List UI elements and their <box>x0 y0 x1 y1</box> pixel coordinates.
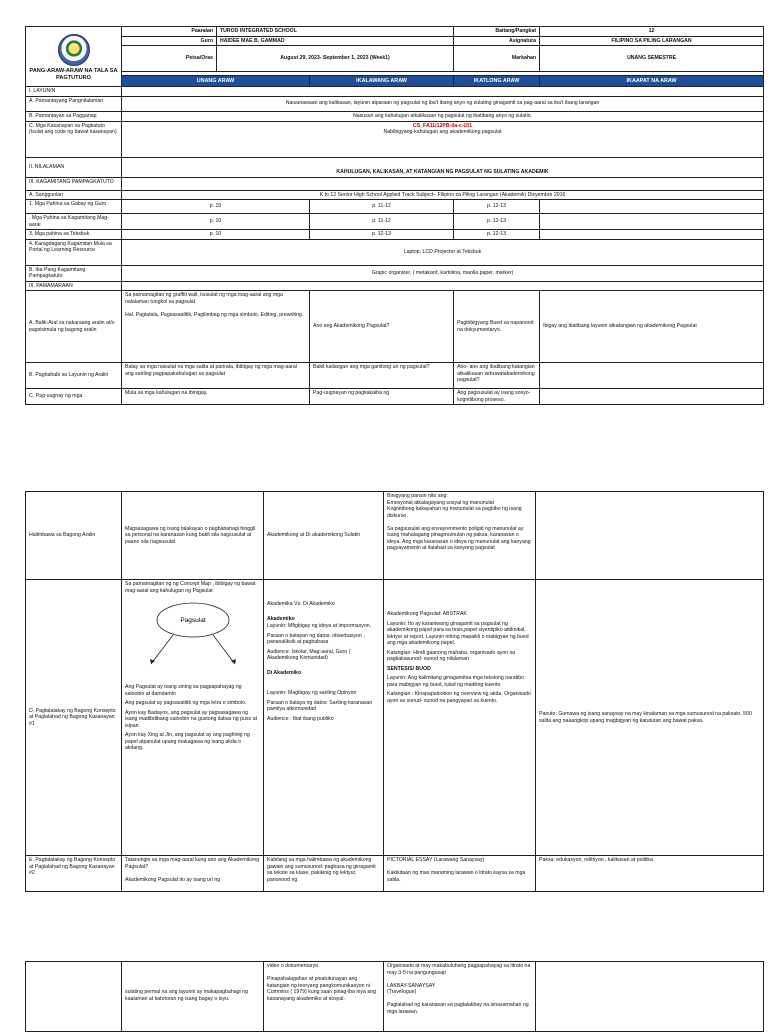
halimbawa-day1: Magsasagawa ng isang talakayan o pagbabahagi hinggil sa personal na karanasan kung bakit sila nagsusulat at paano sila nagsusulat <box>122 492 264 580</box>
gabay-day3: p. 12-13 <box>454 200 540 214</box>
paghahabi-label: B. Paghahabi sa Layunin ng Aralin <box>26 363 122 389</box>
baitang-value: 12 <box>540 27 764 37</box>
paguugnay-day3: Ang pagsusulat ay isang sosyo-kognitibong proseso. <box>454 389 540 405</box>
petsa-value: August 29, 2023- September 1, 2023 (Week1) <box>217 46 454 72</box>
dpag-day2-paraan2: Paraan o bataya ng datos: Sariling karanasan pamilya atkomunidad <box>267 699 373 712</box>
teksbuk-day2: p. 12-13 <box>310 230 454 240</box>
epag-day2: Kabilang sa mga halimbawa ng akademikong gawain ang sumusunod: pagbasa ng ginagamit sa tekste sa klase, pakikinig ng lektyur, panonood ng <box>264 856 384 892</box>
school-seal-icon <box>58 34 90 66</box>
paghahabi-day1: Batay sa mga naisulat na mga salita at parirala, ibibigay ng mga mag-aaral ang sariling pagpapakahulugan sa pagsulat <box>122 363 310 389</box>
paaralan-label: Paaralan <box>122 27 217 37</box>
dpag-day1-def2: Ang pagsulat ay pagsasatitik ng mga letra o simbolo. <box>125 700 247 706</box>
kasanayan-label: C. Mga Kasanayan sa Pagkatuto (Isulat ang code ng bawat kasanayan) <box>26 121 122 157</box>
pamantayang-value: Naiuunawaan ang kalikasan, layunin atparaan ng pagsulat ng iba't ibang anyo ng sulating ginagamit sa pag-aaral sa iba't ibang larangan <box>122 96 764 111</box>
lesson-log-table-1 <box>25 26 764 405</box>
dpag-day1-def3: Ayon kay Badayos, ang pagsulat ay pagsasagawa ng isang madibdibang saloobin na gustong ilabas ng puso at isipan. <box>125 709 258 729</box>
petsa-label: Petsa/Oras <box>122 46 217 72</box>
pagganap-value: Nasusuri ang kahulugan atkalikasan ng pagsulat ng ibatibang anyo ng sulatin. <box>122 111 764 121</box>
gabay-day1: p. 10 <box>122 200 310 214</box>
iba-value: Grapic organizer, ( metakard, kartolina, manila paper, marker) <box>122 265 764 281</box>
lesson-log-table-3 <box>25 961 764 1032</box>
dpag-day3-katangian2: Katangian : Kinapapaloobon ng overview ng akda. Organisado ayon sa sunud- sunod na pangyayari sa kuento. <box>387 691 531 704</box>
concept-map-arrow-left <box>151 635 173 664</box>
nilalaman-value: KAHULUGAN, KALIKASAN, AT KATANGIAN NG PAGSULAT NG SULATING AKADEMIK <box>122 157 764 177</box>
pagganap-label: B. Pamantayan sa Pagganap <box>26 111 122 121</box>
dpag-day2-title: Akademika Vs. Di Akademiko <box>267 601 335 607</box>
dpag-day3-layunin1: Layunin: Ito ay karaniwang ginagamit sa pagsulat ng akademikong papel para sa tesis,papel siyentipiko attiknikal, lektyur at report. Layunin nitong mapaikli o mabigyan ng bued ang mga akademikong papel. <box>387 620 529 646</box>
dpag-day3-sentesis: SENTESIS/ BUOD <box>387 665 431 672</box>
lesson-log-page-2 <box>25 491 763 892</box>
gabay-day2: p. 11-12 <box>310 200 454 214</box>
dpag-day3-abstrak: Akademikong Pagsulat: ABSTRAK <box>387 611 467 617</box>
halimbawa-label: Halimbawa sa Bagong Aralin <box>26 492 122 580</box>
karagdagang-label: 4. Karagdagang Kagamitan Mula sa Portal ng Learning Resource <box>26 239 122 265</box>
dpag-day1-def4: Ayon kay Xing at Jin, ang pagsulat ay ang paghinig ng papel atpanulat upang makagawa ng isang akda o akdang. <box>125 732 250 751</box>
dpag-day1-def1: Ang Pagsulat ay isang sining sa pagpapahayag ng saloobin at damdamin <box>125 684 242 697</box>
epag-day3: PICTORIAL ESSAY (Larawang Sanaysay) Kakikitaan ng mas maraming larawan o litrato kaysa sa mga salita. <box>384 856 536 892</box>
epag-day1: Tatanungin sa mga mag-aaral kung ano ang Akademikong Pagsulat? Akademikong Pagsulat ito ay isang uri ng <box>122 856 264 892</box>
dpag-day1-intro: Sa pamamagitan ng ng Concept Map , ibibigay ng bawat mag-aaral ang kahulugan ng Pagsulat <box>125 581 256 594</box>
page3-day3: Organisado at may makabuluhang pagpapahayag sa litrato na may 3-5 na pangungusap LAKBAY-SANAYSAY (Travelogue) Paglalahad ng karanasan sa paglalakbay na sinasamahan ng mga larawan. <box>384 962 536 1032</box>
paghahabi-day3: Ano- ano ang ibatibang katangian atkalikasan sebuwatakademikong pagsulat? <box>454 363 540 389</box>
concept-map-arrow-right <box>213 635 235 664</box>
guro-value: HAIDEE MAE B. GAMMAD <box>217 36 454 46</box>
page-title: PANG-ARAW-ARAW NA TALA SA PAGTUTURO <box>29 67 118 81</box>
epag-label: E. Pagtatalakay ng Bagong Konsepto at Paglalahad ng Bagong Kasanayan #2 <box>26 856 122 892</box>
kasanayan-value: Nabibigyang-kahulugan ang akademikong pagsulat <box>383 129 502 135</box>
day-header-1: UNANG ARAW <box>122 76 310 87</box>
magaaral-label: . Mga Pahina sa Kagamitang Mag-aaral <box>26 214 122 230</box>
dpag-day2-diakademiko: Di Akademiko <box>267 669 302 676</box>
day-header-4: IKAAPAT NA ARAW <box>540 76 764 87</box>
dpag-day3-layunin2: Layunin: Ang kalimitang ginagamitsa mga tekstong naratibo para mabigyan ng buod, tulad ng maikling kuento <box>387 675 524 688</box>
epag-day4: Paksa: edukasyon, relihiyon , kalikasan at politika <box>536 856 764 892</box>
lesson-log-page-1 <box>25 26 763 405</box>
nilalaman-label: II. NILALAMAN <box>26 157 122 177</box>
markahan-value: UNANG SEMESTRE <box>540 46 764 72</box>
teksbuk-day1: p. 10 <box>122 230 310 240</box>
balik-day4: Ibigay ang ibatibang layunin atkatangian ng akademikong Pagsulat <box>540 291 764 363</box>
layunin-label: I. LAYUNIN <box>26 87 122 97</box>
balik-day1: Sa pamamagitan ng graffiti wall, isusulat ng mga mag-aaral ang mga nalalaman tungkol sa pagsulat Hal. Pagtatala, Pagsasaalitik, Pagilimbag ng mga simbolo, Editing, prewriting. <box>122 291 310 363</box>
magaaral-day2: p. 11-12 <box>310 214 454 230</box>
sanggunian-label: A. Sanggunian <box>26 190 122 200</box>
lesson-log-page-3 <box>25 961 763 1032</box>
guro-label: Guro <box>122 36 217 46</box>
asignatura-value: FILIPINO SA PILING LARANGAN <box>540 36 764 46</box>
balik-label: A. Balik-Aral sa nakaraang aralin at/o pagsisimula ng bagong aralin <box>26 291 122 363</box>
pagsulat-concept-map <box>125 598 261 678</box>
paghahabi-day2: Bakit kailangan ang mga ganitong uri ng pagsulat? <box>310 363 454 389</box>
kasanayan-code: CS_FA11/12PB-0a-c-101 <box>412 122 473 129</box>
halimbawa-day2: Akademikong at Di akademikong Sulatin <box>264 492 384 580</box>
header-title-cell <box>26 27 122 87</box>
asignatura-label: Asignatura <box>454 36 540 46</box>
baitang-label: Baitang/Pangkat <box>454 27 540 37</box>
lesson-log-table-2 <box>25 491 764 892</box>
pamantayang-label: A. Pamantayang Pangnilalaman <box>26 96 122 111</box>
sanggunian-value: K to 12 Senior High School Applied Track Subject– Filipino sa Piling Larangan (Akademik) Disyembre 2016 <box>122 190 764 200</box>
kasanayan-cell <box>122 121 764 157</box>
halimbawa-day4 <box>536 492 764 580</box>
concept-map-label: Pagsulat <box>180 617 206 624</box>
dpag-day3 <box>384 580 536 856</box>
dpag-day2-audience1: Audience: Iskolar, Mag-aaral, Guro ( Akademikong Komunidad) <box>267 648 351 661</box>
dpag-day3-katangian1: Katangian: Hindi gaanong mahaba, organisado ayon sa pagkakasunod- sunod ng nilalaman <box>387 649 516 662</box>
paguugnay-day4 <box>540 389 764 405</box>
dpag-day4: Panuto: Gumawa ng isang sanaysay na may kinalaman sa mga sumusunod na paksain. 500 salita ang naaangkop upang magbigyan ng katuturan ang bawat paksa. <box>536 580 764 856</box>
teksbuk-label: 3. Mga pahina sa Teksbuk <box>26 230 122 240</box>
balik-day2: Ano ang Akademikong Pagsulat? <box>310 291 454 363</box>
page3-day1: sulating permal na ang layunin ay makapagbahagi ng kaalaman at katotoran ng isang bagay o isyu. <box>122 962 264 1032</box>
gabay-label: 1. Mga Pahina sa Gabay ng Guro <box>26 200 122 214</box>
halimbawa-day3: Binigyang pansin nito ang: Emosyonal atkalagayang sosyal ng manunulat Kognitibong kakayahan ng manunulat sa pagbibo ng isang diskurso. Sa pagsusulat ang envayrenmento poligid ng manunulat ay isang mahalagang pinagmumulan ng paksa, karanasan o ideya. Ang mga karanasan o ideya ng manunulat ang kanyang pagyayamanin at ilalahad sa kanyang pagsulat <box>384 492 536 580</box>
day-header-3: IKATLONG ARAW <box>454 76 540 87</box>
dpag-day2-audience2: Audience : Ibat ibang publiko <box>267 715 334 722</box>
markahan-label: Markahan <box>454 46 540 72</box>
magaaral-day1: p. 10 <box>122 214 310 230</box>
balik-day3: Pagbibigyang Bued sa napanood na dokyumentaryo. <box>454 291 540 363</box>
pamamaraan-label: III. PAMAMARAAN <box>26 281 122 291</box>
dpag-day2-layunin2: Layunin: Magbigay ng sariling Opinyon <box>267 690 357 696</box>
paguugnay-day2: Pag-uugnayan ng pagkakaiba ng <box>310 389 454 405</box>
paaralan-value: TUROD INTEGRATED SCHOOL <box>217 27 454 37</box>
dpag-label: D. Pagtatalakay ng Bagong Konsepto at Paglalahad ng Bagong Kasanayan #1 <box>26 580 122 856</box>
magaaral-day3: p. 12-13 <box>454 214 540 230</box>
dpag-day2-akademiko: Akademiko <box>267 615 295 622</box>
teksbuk-day3: p. 12-13 <box>454 230 540 240</box>
dpag-day2-layunin1: Layunin: Mfigbigay ng ideya at impormasyon. <box>267 623 372 629</box>
iba-label: B. Iba Pang Kagamitang Pampagkatuto <box>26 265 122 281</box>
dpag-day2-paraan1: Paraan o batayan ng datos: obserbasyon , pananaliksik at pagbabasa <box>267 632 365 645</box>
day-header-2: IKALAWANG ARAW <box>310 76 454 87</box>
paguugnay-label: C. Pag-uugnay ng mga <box>26 389 122 405</box>
paguugnay-day1: Mula sa mga kahulugan na ibinigay, <box>122 389 310 405</box>
dpag-day2 <box>264 580 384 856</box>
paghahabi-day4 <box>540 363 764 389</box>
kagamitang-label: III. KAGAMITANG PAMPAGKATUTO <box>26 177 122 190</box>
karagdagang-value: Laptop, LCD Projector at Teksbuk <box>122 239 764 265</box>
page3-day2: video o dokumentaryo. Pinapahalagahan at pinatutunayan ang katangian ng teoryang pangkomunikasyon ni Cummins ( 1979) kung saan pinag-iba niya ang kasanayang akademiko at sosyal. <box>264 962 384 1032</box>
dpag-day1 <box>122 580 264 856</box>
